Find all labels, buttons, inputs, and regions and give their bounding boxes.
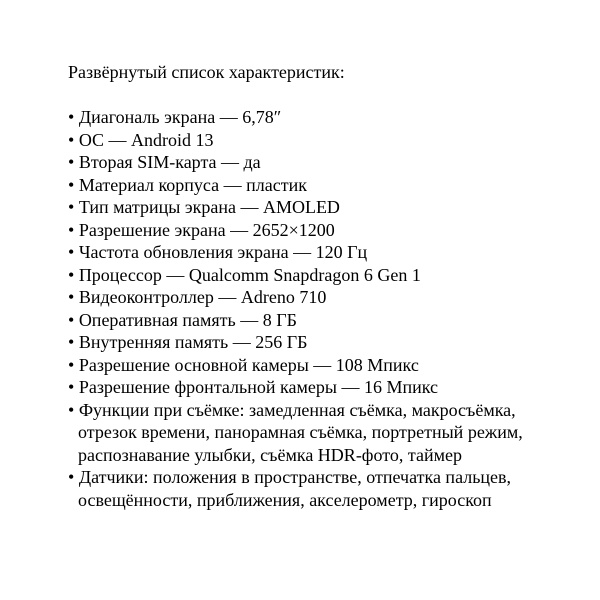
spec-list-item [68, 376, 523, 399]
bullet-icon: • [68, 174, 75, 195]
spec-title: Развёрнутый список характеристик: [68, 62, 345, 82]
spec-text: Вторая SIM-карта — да [78, 152, 261, 172]
spec-line [68, 264, 523, 287]
spec-line [68, 219, 523, 242]
spec-text: Частота обновления экрана — 120 Гц [78, 242, 368, 262]
bullet-icon: • [68, 197, 75, 217]
spec-text: Разрешение фронтальной камеры — 16 Мпикс [78, 377, 438, 397]
spec-text: Материал корпуса — пластик [78, 174, 307, 195]
bullet-icon: • [68, 354, 75, 375]
bullet-icon: • [68, 399, 75, 420]
spec-list-item [68, 466, 523, 511]
spec-text: Функции при съёмке: замедленная съёмка, макросъёмка, [78, 399, 516, 420]
spec-line [68, 399, 523, 422]
bullet-icon: • [68, 219, 75, 240]
spec-text: Диагональ экрана — 6,78″ [78, 107, 282, 127]
spec-line-continuation [68, 489, 523, 512]
spec-line [68, 129, 523, 152]
spec-text: Датчики: положения в пространстве, отпечатка пальцев, [78, 467, 512, 487]
spec-line [68, 376, 523, 399]
spec-list-item [68, 399, 523, 467]
spec-line [68, 174, 523, 197]
spec-text: Разрешение основной камеры — 108 Мпикс [78, 354, 419, 375]
spec-list-item [68, 151, 523, 174]
spec-line [68, 286, 523, 309]
spec-line-continuation [68, 421, 523, 444]
bullet-icon: • [68, 287, 75, 307]
spec-list-item [68, 219, 523, 242]
spec-line [68, 466, 523, 489]
spec-line-continuation [68, 444, 523, 467]
bullet-icon: • [68, 242, 75, 262]
spec-line [68, 331, 523, 354]
spec-text: освещённости, приближения, акселерометр, гироскоп [78, 489, 492, 510]
spec-text: Процессор — Qualcomm Snapdragon 6 Gen 1 [78, 264, 421, 285]
spec-text: Разрешение экрана — 2652×1200 [78, 219, 335, 240]
bullet-icon: • [68, 107, 75, 127]
bullet-icon: • [68, 129, 75, 150]
spec-list [68, 106, 523, 511]
bullet-icon: • [68, 152, 75, 172]
bullet-icon: • [68, 309, 75, 330]
spec-list-item [68, 354, 523, 377]
spec-text: отрезок времени, панорамная съёмка, портретный режим, [78, 422, 523, 442]
spec-list-item [68, 309, 523, 332]
spec-line [68, 196, 523, 219]
spec-list-item [68, 331, 523, 354]
spec-text: ОС — Android 13 [78, 129, 214, 150]
spec-text: Внутренняя память — 256 ГБ [78, 332, 308, 352]
spec-list-item [68, 286, 523, 309]
spec-document [68, 61, 523, 511]
bullet-icon: • [68, 264, 75, 285]
spec-line [68, 106, 523, 129]
spec-list-item [68, 106, 523, 129]
spec-list-item [68, 129, 523, 152]
spec-text: Видеоконтроллер — Adreno 710 [78, 287, 327, 307]
spec-list-item [68, 241, 523, 264]
spec-line [68, 309, 523, 332]
spec-line [68, 241, 523, 264]
spec-text: Оперативная память — 8 ГБ [78, 309, 297, 330]
bullet-icon: • [68, 467, 75, 487]
spec-line [68, 151, 523, 174]
spec-list-item [68, 174, 523, 197]
bullet-icon: • [68, 377, 75, 397]
spec-list-item [68, 196, 523, 219]
bullet-icon: • [68, 332, 75, 352]
spec-list-item [68, 264, 523, 287]
spec-text: распознавание улыбки, съёмка HDR-фото, таймер [78, 444, 462, 465]
spec-line [68, 354, 523, 377]
spec-text: Тип матрицы экрана — AMOLED [78, 197, 340, 217]
